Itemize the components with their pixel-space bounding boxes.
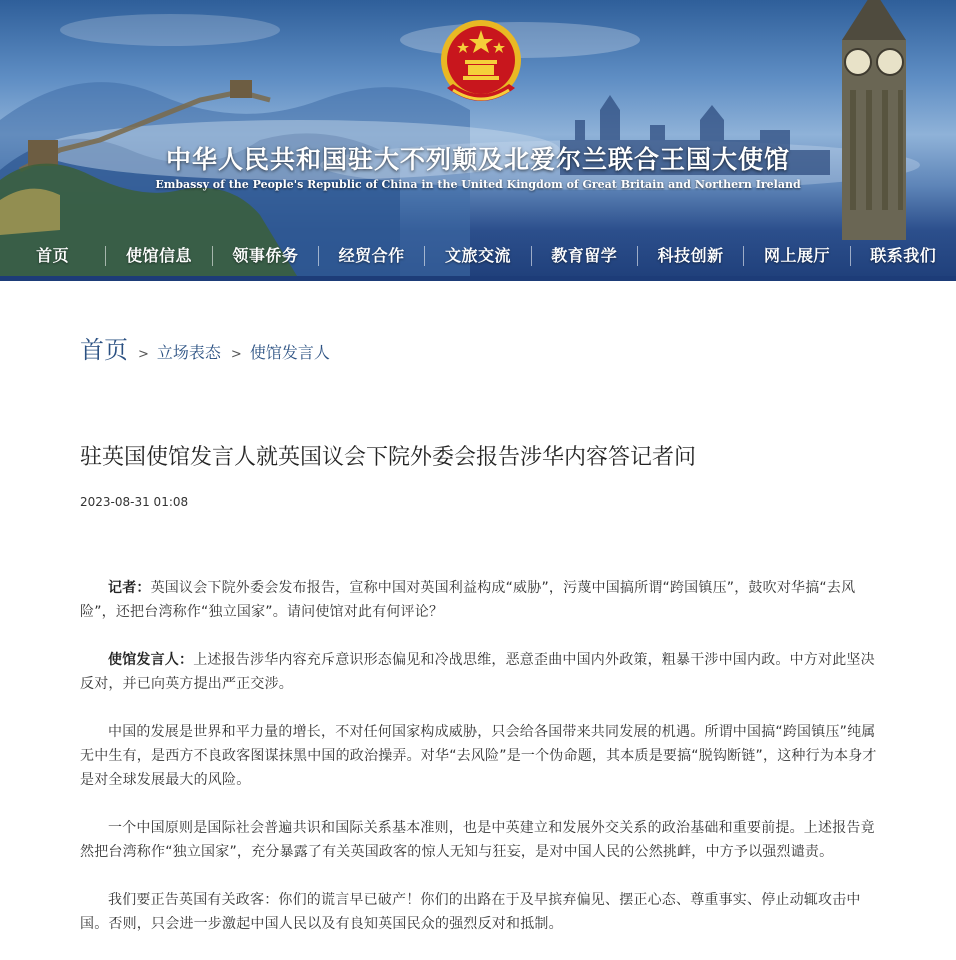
nav-item-embassy-info[interactable]: 使馆信息 [125,246,192,265]
article-date: 2023-08-31 01:08 [80,495,189,509]
breadcrumb-separator: > [230,347,242,362]
nav-item-home[interactable]: 首页 [36,246,70,265]
nav-item-consular[interactable]: 领事侨务 [232,246,299,265]
nav-item-education[interactable]: 教育留学 [551,246,618,265]
article-paragraph [80,816,886,864]
article-paragraph [80,576,886,624]
paragraph-text: 上述报告涉华内容充斥意识形态偏见和冷战思维，恶意歪曲中国内外政策，粗暴干涉中国内政。中方对此坚决反对，并已向英方提出严正交涉。 [80,652,875,692]
article-title: 驻英国使馆发言人就英国议会下院外委会报告涉华内容答记者问 [80,445,697,470]
breadcrumb-position-link[interactable]: 立场表态 [156,343,221,362]
nav-item-contact[interactable]: 联系我们 [870,246,937,265]
article-body [80,576,886,960]
nav-item-culture-tourism[interactable]: 文旅交流 [444,246,511,265]
paragraph-text: 中国的发展是世界和平力量的增长，不对任何国家构成威胁，只会给各国带来共同发展的机遇。所谓中国搞“跨国镇压”纯属无中生有，是西方不良政客图谋抹黑中国的政治操弄。对华“去风险”是一个伪命题，其本质是要搞“脱钩断链”，这种行为本身才是对全球发展最大的风险。 [80,724,877,788]
site-title-chinese: 中华人民共和国驻大不列颠及北爱尔兰联合王国大使馆 [165,145,790,174]
paragraph-text: 一个中国原则是国际社会普遍共识和国际关系基本准则，也是中英建立和发展外交关系的政治基础和重要前提。上述报告竟然把台湾称作“独立国家”，充分暴露了有关英国政客的惊人无知与狂妄，是对中国人民的公然挑衅，中方予以强烈谴责。 [80,820,875,860]
speaker-label: 记者： [108,580,151,596]
nav-item-trade[interactable]: 经贸合作 [338,246,405,265]
paragraph-text: 我们要正告英国有关政客：你们的谎言早已破产！你们的出路在于及早摈弃偏见、摆正心态、尊重事实、停止动辄攻击中国。否则，只会进一步激起中国人民以及有良知英国民众的强烈反对和抵制。 [80,892,861,932]
site-title-english: Embassy of the People's Republic of China in the United Kingdom of Great Britain and Northern Ireland [155,178,801,191]
speaker-label: 使馆发言人： [108,652,194,668]
breadcrumb-separator: > [138,347,149,362]
banner-bottom-bar [0,276,956,281]
nav-item-online-exhibition[interactable]: 网上展厅 [763,246,830,265]
article-paragraph [80,648,886,696]
national-emblem-icon [439,18,523,110]
main-nav [0,236,956,276]
paragraph-text: 英国议会下院外委会发布报告，宣称中国对英国利益构成“威胁”，污蔑中国搞所谓“跨国镇压”，鼓吹对华搞“去风险”，还把台湾称作“独立国家”。请问使馆对此有何评论？ [80,580,856,620]
article-paragraph [80,888,886,936]
breadcrumb-spokesperson-link[interactable]: 使馆发言人 [249,343,330,362]
breadcrumb [80,330,330,366]
site-banner [0,0,956,281]
nav-item-science-tech[interactable]: 科技创新 [657,246,724,265]
article-paragraph [80,720,886,792]
breadcrumb-home-link[interactable]: 首页 [80,336,128,364]
